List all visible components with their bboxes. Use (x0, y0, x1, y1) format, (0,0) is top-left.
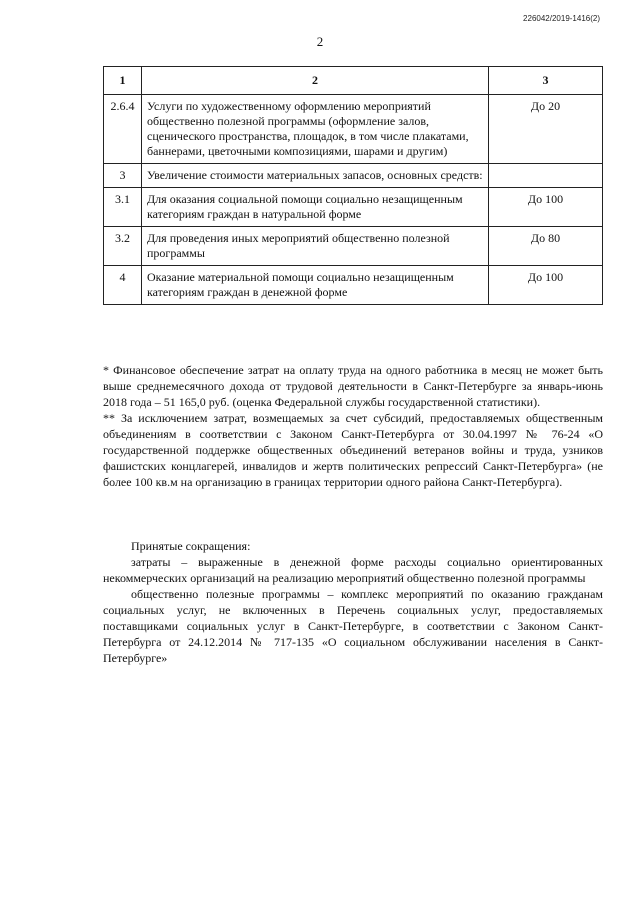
table-row (104, 266, 603, 305)
expense-table (103, 66, 603, 305)
row-number: 2.6.4 (104, 95, 142, 164)
footnote-exclusion: ** За исключением затрат, возмещаемых за счет субсидий, предоставляемых общественным объединениям в соответствии с Законом Санкт-Петербурга от 30.04.1997 № 76-24 «О государственной поддержке общественных объединений ветеранов войны и труда, узников фашистских концлагерей, инвалидов и жертв политических репрессий Санкт-Петербурга» (не более 100 кв.м на организацию в границах территории одного района Санкт-Петербурга). (103, 411, 603, 489)
page-number: 2 (316, 34, 324, 49)
document-id: 226042/2019-1416(2) (523, 14, 600, 23)
footnote-salary: * Финансовое обеспечение затрат на оплату труда на одного работника в месяц не может быть выше среднемесячного дохода от трудовой деятельности в Санкт-Петербурге за январь-июнь 2018 года – 51 165,0 руб. (оценка Федеральной службы государственной статистики). (103, 363, 603, 409)
row-value: До 100 (489, 188, 603, 227)
row-number: 4 (104, 266, 142, 305)
row-description: Для проведения иных мероприятий общественно полезной программы (142, 227, 489, 266)
abbreviation-costs: затраты – выраженные в денежной форме расходы социально ориентированных некоммерческих организаций на реализацию мероприятий общественно полезной программы (103, 555, 603, 585)
row-value: До 80 (489, 227, 603, 266)
row-value: До 20 (489, 95, 603, 164)
row-value (489, 164, 603, 188)
table-row (104, 95, 603, 164)
table-header-col2: 2 (142, 67, 489, 95)
row-value: До 100 (489, 266, 603, 305)
row-number: 3 (104, 164, 142, 188)
footnotes (103, 362, 603, 490)
table-row (104, 188, 603, 227)
row-description: Увеличение стоимости материальных запасов, основных средств: (142, 164, 489, 188)
table-header-row (104, 67, 603, 95)
abbreviations-heading: Принятые сокращения: (131, 539, 251, 553)
table-header-col1: 1 (104, 67, 142, 95)
table-row (104, 164, 603, 188)
row-number: 3.1 (104, 188, 142, 227)
table-header-col3: 3 (489, 67, 603, 95)
abbreviation-programs: общественно полезные программы – комплекс мероприятий по оказанию гражданам социальных услуг, не включенных в Перечень социальных услуг, предоставляемых поставщиками социальных услуг в Санкт-Петербурге, в соответствии с Законом Санкт-Петербурга от 24.12.2014 № 717-135 «О социальном обслуживании населения в Санкт-Петербурге» (103, 587, 603, 665)
row-description: Услуги по художественному оформлению мероприятий общественно полезной программы (оформление залов, сценического пространства, площадок, в том числе плакатами, баннерами, цветочными композициями, шарами и другим) (142, 95, 489, 164)
row-description: Для оказания социальной помощи социально незащищенным категориям граждан в натуральной форме (142, 188, 489, 227)
row-number: 3.2 (104, 227, 142, 266)
abbreviations-section (103, 538, 603, 666)
row-description: Оказание материальной помощи социально незащищенным категориям граждан в денежной форме (142, 266, 489, 305)
table-row (104, 227, 603, 266)
